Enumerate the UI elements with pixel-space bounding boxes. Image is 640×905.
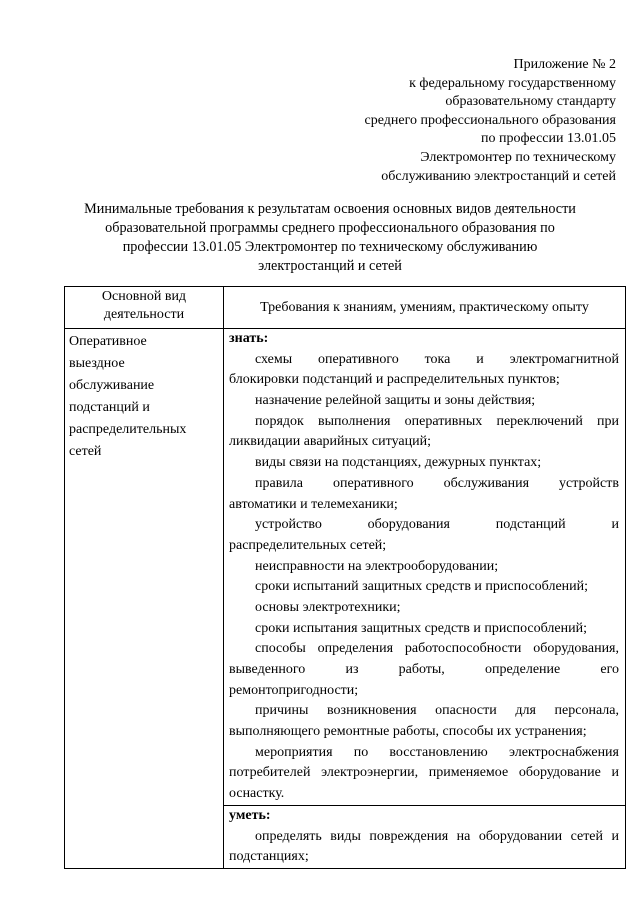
know-heading: знать: — [229, 331, 269, 346]
activity-line: подстанций и — [69, 400, 150, 415]
header-activity-line: Основной вид — [101, 289, 187, 304]
header-activity-line: деятельности — [103, 307, 185, 322]
requirements-table — [64, 286, 626, 869]
appendix-line: обслуживанию электростанций и сетей — [381, 168, 616, 184]
know-item: виды связи на подстанциях, дежурных пунктах; — [255, 455, 542, 471]
table-header-row — [65, 287, 626, 329]
appendix-line: Приложение № 2 — [513, 57, 616, 72]
know-item: мероприятия по восстановлению электроснабжения — [255, 744, 619, 760]
know-item: правила оперативного обслуживания устройств — [255, 475, 619, 491]
header-activity — [65, 287, 224, 329]
know-item: оснастку. — [229, 786, 285, 802]
appendix-line: образовательному стандарту — [445, 94, 616, 110]
know-item: блокировки подстанций и распределительных пунктов; — [229, 372, 560, 388]
title-line: образовательной программы среднего профессионального образования по — [105, 220, 555, 236]
know-item: автоматики и телемеханики; — [229, 496, 398, 512]
table-row — [65, 329, 626, 869]
title-line: электростанций и сетей — [258, 258, 402, 274]
appendix-block — [365, 56, 616, 186]
document-title — [40, 200, 620, 276]
activity-line: выездное — [69, 356, 125, 371]
requirements-cell — [224, 329, 626, 869]
know-item: распределительных сетей; — [229, 537, 387, 553]
know-item: потребителей электроэнергии, применяемое оборудование и — [229, 765, 619, 781]
title-line: Минимальные требования к результатам освоения основных видов деятельности — [84, 201, 576, 217]
know-item: сроки испытаний защитных средств и приспособлений; — [255, 579, 589, 595]
know-item: выполняющего ремонтные работы, способы их устранения; — [229, 724, 587, 740]
know-item: порядок выполнения оперативных переключений при — [255, 413, 619, 429]
know-item: выведенного из работы, определение его — [229, 662, 619, 677]
activity-line: сетей — [69, 444, 102, 459]
appendix-line: среднего профессионального образования — [364, 112, 616, 128]
know-item: сроки испытания защитных средств и приспособлений; — [255, 620, 587, 636]
know-item: назначение релейной защиты и зоны действия; — [255, 393, 536, 409]
skills-heading: уметь: — [229, 807, 271, 823]
activity-line: распределительных — [69, 422, 187, 437]
know-item: основы электротехники; — [255, 599, 401, 615]
know-item: устройство оборудования подстанций и — [255, 517, 619, 533]
header-requirements: Требования к знаниям, умениям, практическому опыту — [224, 287, 626, 329]
know-item: способы определения работоспособности оборудования, — [255, 641, 619, 657]
activity-line: Оперативное — [69, 334, 147, 349]
skills-item: подстанциях; — [229, 849, 309, 865]
know-item: схемы оперативного тока и электромагнитной — [255, 351, 619, 367]
skills-item: определять виды повреждения на оборудовании сетей и — [255, 828, 619, 844]
appendix-line: к федеральному государственному — [409, 75, 616, 91]
know-item: причины возникновения опасности для персонала, — [255, 703, 619, 719]
skills-section — [224, 805, 625, 868]
activity-cell — [65, 329, 224, 869]
appendix-line: Электромонтер по техническому — [420, 149, 616, 165]
appendix-line: по профессии 13.01.05 — [480, 131, 616, 147]
know-item: ликвидации аварийных ситуаций; — [229, 434, 431, 450]
activity-line: обслуживание — [69, 378, 155, 393]
title-line: профессии 13.01.05 Электромонтер по техническому обслуживанию — [122, 239, 538, 255]
know-item: неисправности на электрооборудовании; — [255, 558, 499, 574]
know-item: ремонтопригодности; — [229, 682, 359, 698]
